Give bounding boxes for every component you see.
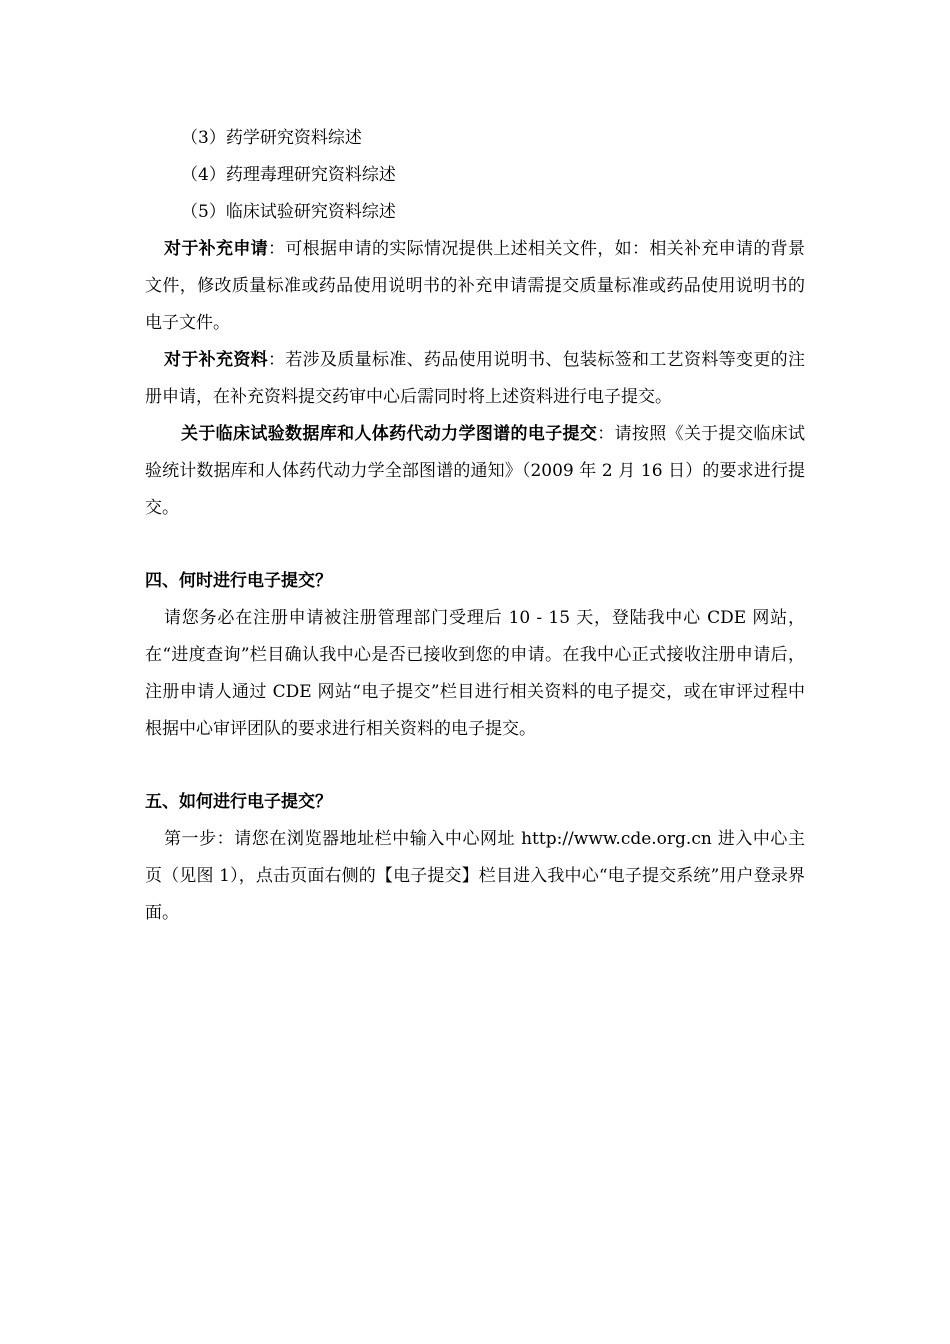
supplement-material-lead: 对于补充资料	[164, 350, 268, 370]
clinical-database-paragraph	[145, 416, 805, 527]
section-4-body: 请您务必在注册申请被注册管理部门受理后 10 - 15 天，登陆我中心 CDE 网站，在“进度查询”栏目确认我中心是否已接收到您的申请。在我中心正式接收注册申请后，注册申请人通过 CDE 网站“电子提交”栏目进行相关资料的电子提交，或在审评过程中根据中心审评团队的要求进行相关资料的电子提交。	[145, 608, 805, 739]
list-item-pharmacology-review: （4）药理毒理研究资料综述	[181, 165, 396, 185]
document-body	[145, 120, 805, 932]
supplement-material-text: ：若涉及质量标准、药品使用说明书、包装标签和工艺资料等变更的注册申请，在补充资料提交药审中心后需同时将上述资料进行电子提交。	[145, 350, 805, 407]
clinical-database-lead: 关于临床试验数据库和人体药代动力学图谱的电子提交	[181, 424, 598, 444]
supplement-application-paragraph	[145, 231, 805, 342]
supplement-application-lead: 对于补充申请	[164, 239, 268, 259]
section-5-heading: 五、如何进行电子提交？	[145, 792, 332, 812]
section-5-body: 第一步：请您在浏览器地址栏中输入中心网址 http://www.cde.org.cn 进入中心主页（见图 1），点击页面右侧的【电子提交】栏目进入我中心“电子提交系统”用户登录界面。	[145, 829, 805, 923]
clinical-database-text: ：请按照《关于提交临床试验统计数据库和人体药代动力学全部图谱的通知》（2009 年 2 月 16 日）的要求进行提交。	[145, 424, 806, 518]
list-item-pharmacy-review: （3）药学研究资料综述	[181, 128, 362, 148]
supplement-material-paragraph	[145, 342, 805, 416]
list-item-clinical-review: （5）临床试验研究资料综述	[181, 202, 396, 222]
section-4-heading: 四、何时进行电子提交？	[145, 571, 332, 591]
supplement-application-text: ：可根据申请的实际情况提供上述相关文件，如：相关补充申请的背景文件，修改质量标准或药品使用说明书的补充申请需提交质量标准或药品使用说明书的电子文件。	[145, 239, 805, 333]
